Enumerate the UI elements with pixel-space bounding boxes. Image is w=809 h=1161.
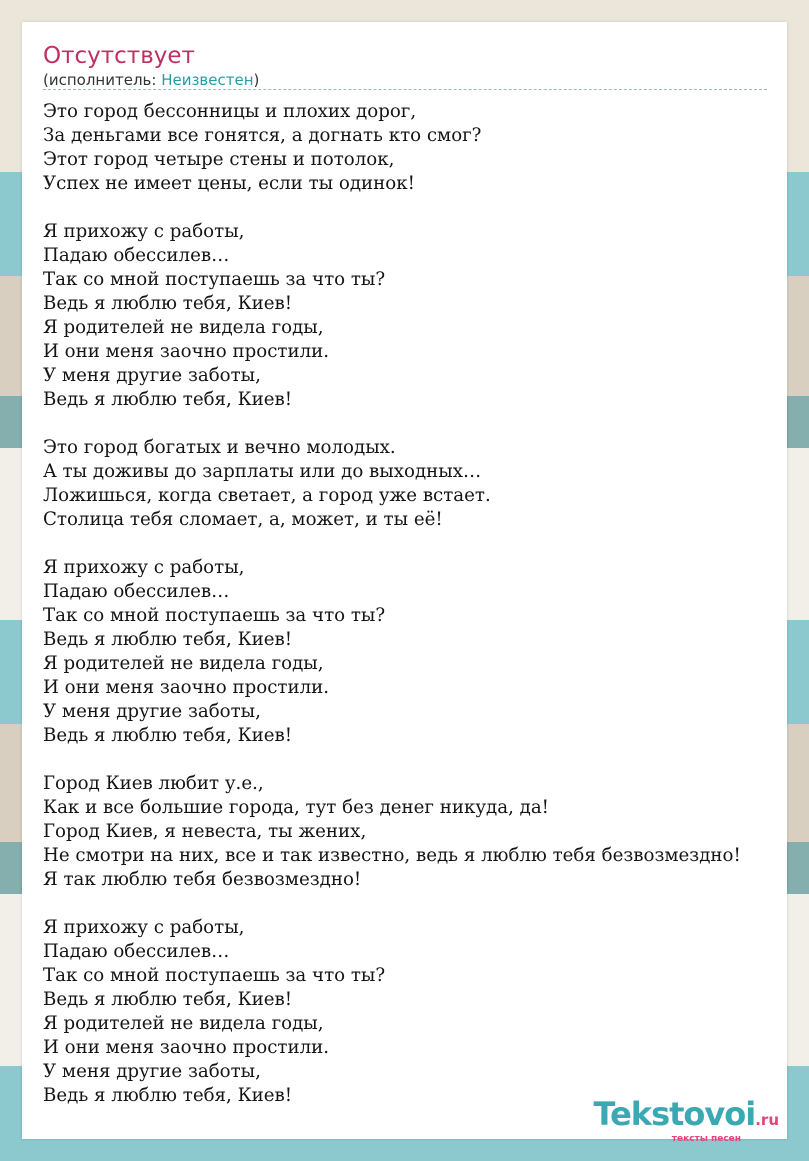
artist-prefix: (исполнитель: <box>43 71 162 89</box>
logo-tld: .ru <box>755 1111 779 1129</box>
artist-suffix: ) <box>253 71 260 89</box>
site-logo[interactable] <box>593 1095 779 1144</box>
lyrics-card <box>22 22 787 1139</box>
artist-line <box>43 70 259 90</box>
lyrics-text: Это город бессонницы и плохих дорог, За деньгами все гонятся, а догнать кто смог? Этот город четыре стены и потолок, Успех не имеет цены, если ты одинок! Я прихожу с работы, Падаю обессилев… Так со мной поступаешь за что ты? Ведь я люблю тебя, Киев! Я родителей не видела годы, И они меня заочно простили. У меня другие заботы, Ведь я люблю тебя, Киев! Это город богатых и вечно молодых. А ты доживы до зарплаты или до выходных… Ложишься, когда светает, а город уже встает. Столица тебя сломает, а, может, и ты её! Я прихожу с работы, Падаю обессилев… Так со мной поступаешь за что ты? Ведь я люблю тебя, Киев! Я родителей не видела годы, И они меня заочно простили. У меня другие заботы, Ведь я люблю тебя, Киев! Город Киев любит у.е., Как и все большие города, тут без денег никуда, да! Город Киев, я невеста, ты жених, Не смотри на них, все и так известно, ведь я люблю тебя безвозмездно! Я так люблю тебя безвозмездно! Я прихожу с работы, Падаю обессилев… Так со мной поступаешь за что ты? Ведь я люблю тебя, Киев! Я родителей не видела годы, И они меня заочно простили. У меня другие заботы, Ведь я люблю тебя, Киев! <box>43 101 741 1106</box>
logo-name: Tekstovoi <box>593 1095 756 1133</box>
logo-tagline: тексты песен <box>671 1134 741 1144</box>
divider <box>43 89 767 90</box>
artist-link[interactable]: Неизвестен <box>161 71 254 89</box>
song-title: Отсутствует <box>43 43 195 69</box>
